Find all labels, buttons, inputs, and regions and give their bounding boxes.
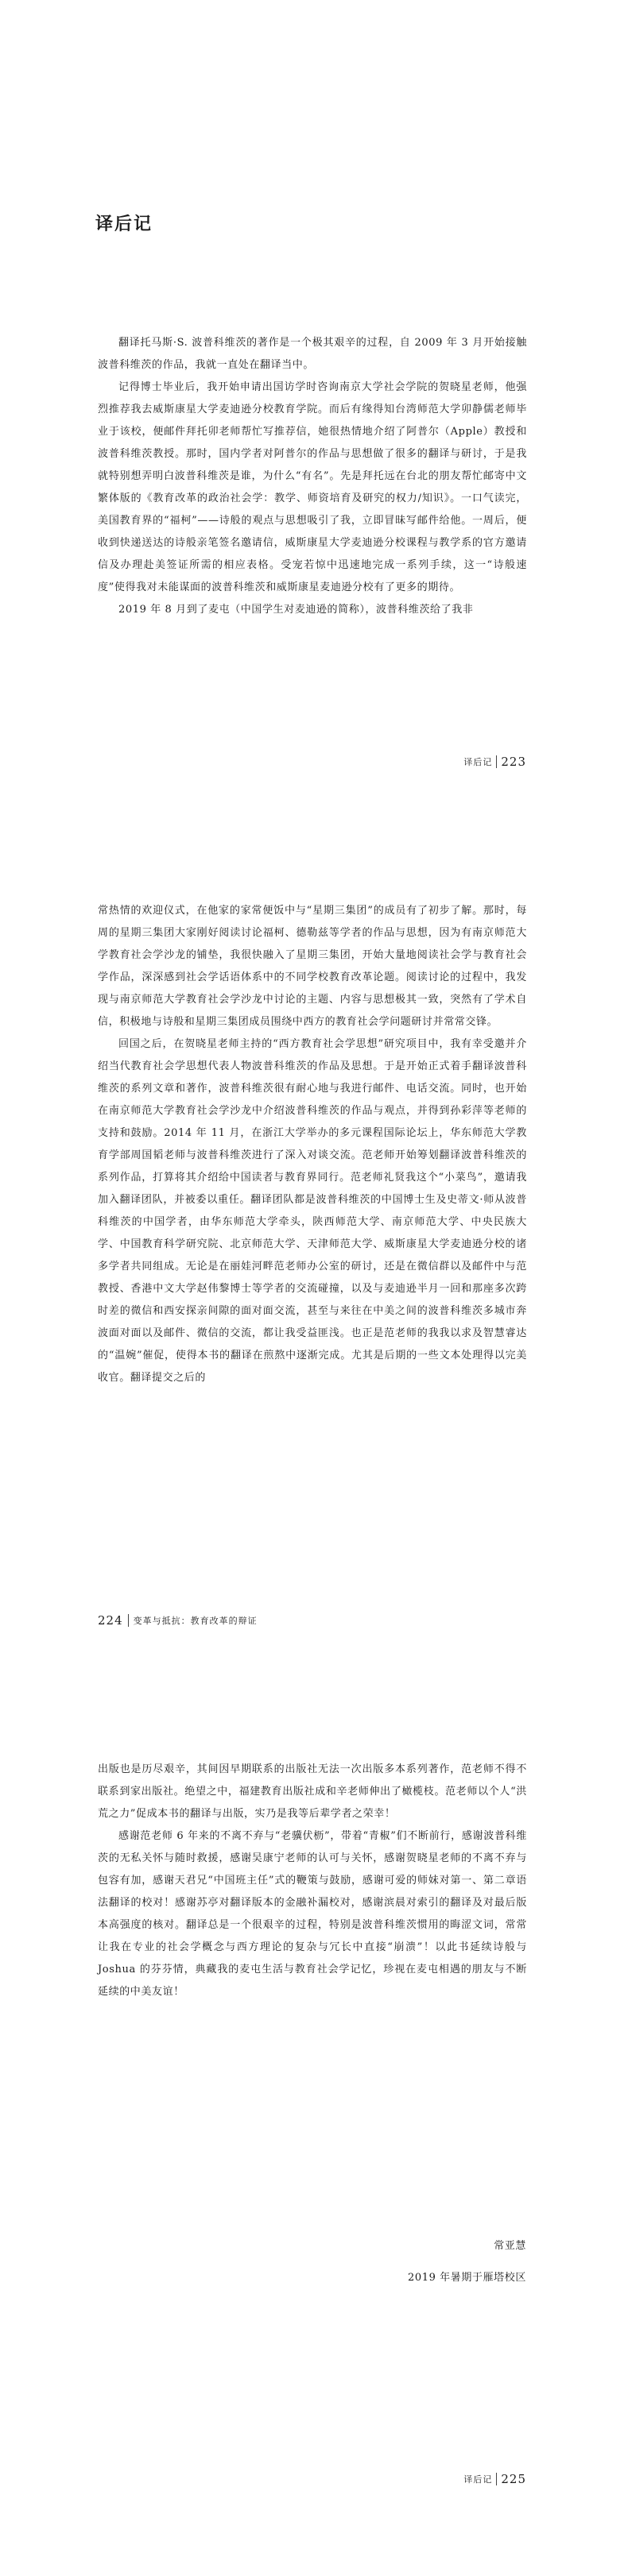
- paragraph: 2019 年 8 月到了麦屯（中国学生对麦迪逊的简称），波普科维茨给了我非: [118, 604, 474, 616]
- page-224: [0, 859, 628, 1717]
- page-number: 225: [501, 2472, 526, 2486]
- footer-divider: [496, 2473, 497, 2485]
- page-number: 224: [98, 1613, 123, 1628]
- running-head: 译后记: [463, 757, 493, 767]
- paragraph: 记得博士毕业后，我开始申请出国访学时咨询南京大学社会学院的贺晓星老师，他强烈推荐我去威斯康星大学麦迪逊分校教育学院。而后有缘得知台湾师范大学卯静儒老师毕业于该校，便邮件拜托卯老师帮忙写推荐信，她很热情地介绍了阿普尔（Apple）教授和波普科维茨教授。那时，国内学者对阿普尔的作品与思想做了很多的翻译与研讨，于是我就特别想弄明白波普科维茨是谁，为什么“有名”。先是拜托远在台北的朋友帮忙邮寄中文繁体版的《教育改革的政治社会学：教学、师资培育及研究的权力/知识》。一口气读完，美国教育界的“福柯”——诗般的观点与思想吸引了我，立即冒昧写邮件给他。一周后，便收到快递送达的诗般亲笔签名邀请信，威斯康星大学麦迪逊分校课程与教学系的官方邀请信及办理赴美签证所需的相应表格。受宠若惊中迅速地完成一系列手续，这一“诗般速度”使得我对未能谋面的波普科维茨和威斯康星麦迪逊分校有了更多的期待。: [98, 381, 527, 593]
- running-head: 变革与抵抗：教育改革的辩证: [133, 1616, 258, 1626]
- page-footer: [463, 2472, 526, 2486]
- signature-name: 常亚慧: [494, 2240, 526, 2252]
- page-footer: [463, 755, 526, 769]
- paragraph: 出版也是历尽艰辛，其间因早期联系的出版社无法一次出版多本系列著作，范老师不得不联系到家出版社。绝望之中，福建教育出版社成和辛老师伸出了橄榄枝。范老师以个人“洪荒之力”促成本书的翻译与出版，实乃是我等后辈学者之荣幸！: [98, 1763, 527, 1820]
- footer-divider: [496, 755, 497, 768]
- signature-date: 2019 年暑期于雁塔校区: [407, 2272, 526, 2284]
- body-text: [98, 1759, 527, 2003]
- running-head: 译后记: [463, 2474, 493, 2485]
- paragraph: 回国之后，在贺晓星老师主持的“西方教育社会学思想”研究项目中，我有幸受邀并介绍当代教育社会学思想代表人物波普科维茨的作品及思想。于是开始正式着手翻译波普科维茨的系列文章和著作，波普科维茨很有耐心地与我进行邮件、电话交流。同时，也开始在南京师范大学教育社会学沙龙中介绍波普科维茨的作品与观点，并得到孙彩萍等老师的支持和鼓励。2014 年 11 月，在浙江大学举办的多元课程国际论坛上，华东师范大学教育学部周国韬老师与波普科维茨进行了深入对谈交流。范老师开始筹划翻译波普科维茨的系列作品，打算将其介绍给中国读者与教育界同行。范老师礼贤我这个“小菜鸟”，邀请我加入翻译团队，并被委以重任。翻译团队都是波普科维茨的中国博士生及史蒂文·师从波普科维茨的中国学者，由华东师范大学牵头，陕西师范大学、南京师范大学、中央民族大学、中国教育科学研究院、北京师范大学、天津师范大学、威斯康星大学麦迪逊分校的诸多学者共同组成。无论是在丽娃河畔范老师办公室的研讨，还是在微信群以及邮件中与范教授、香港中文大学赵伟黎博士等学者的交流碰撞，以及与麦迪逊半月一回和那座多次跨时差的微信和西安探亲间隙的面对面交流，甚至与来往在中美之间的波普科维茨多城市奔波面对面以及邮件、微信的交流，都让我受益匪浅。也正是范老师的我我以求及智慧睿达的“温婉”催促，使得本书的翻译在煎熬中逐渐完成。尤其是后期的一些文本处理得以完美收官。翻译提交之后的: [98, 1038, 527, 1384]
- paragraph: 感谢范老师 6 年来的不离不弃与“老骥伏枥”，带着“青椒”们不断前行，感谢波普科维茨的无私关怀与随时救援，感谢吴康宁老师的认可与关怀，感谢贺晓星老师的不离不弃与包容有加，感谢天君兄“中国班主任”式的鞭策与鼓励，感谢可爱的师妹对第一、第二章语法翻译的校对！感谢苏亭对翻译版本的金融补漏校对，感谢滨晨对索引的翻译及对最后版本高强度的核对。翻译总是一个很艰辛的过程，特别是波普科维茨惯用的晦涩文词，常常让我在专业的社会学概念与西方理论的复杂与冗长中直接“崩溃”！以此书延续诗般与 Joshua 的芬芬情，典藏我的麦屯生活与教育社会学记忆，珍视在麦屯相遇的朋友与不断延续的中美友谊！: [98, 1830, 527, 1998]
- body-text: [98, 900, 527, 1389]
- paragraph: 翻译托马斯·S. 波普科维茨的著作是一个极其艰辛的过程，自 2009 年 3 月开始接触波普科维茨的作品，我就一直处在翻译当中。: [98, 337, 527, 371]
- page-225: [0, 1717, 628, 2576]
- page-223: [0, 0, 628, 859]
- page-footer: [98, 1613, 258, 1628]
- chapter-title: 译后记: [95, 214, 153, 234]
- footer-divider: [128, 1614, 129, 1627]
- body-text: [98, 332, 527, 621]
- page-number: 223: [501, 755, 526, 769]
- paragraph: 常热情的欢迎仪式，在他家的家常便饭中与“星期三集团”的成员有了初步了解。那时，每周的星期三集团大家刚好阅读讨论福柯、德勒兹等学者的作品与思想，因为有南京师范大学教育社会学沙龙的铺垫，我很快融入了星期三集团，开始大量地阅读社会学与教育社会学作品，深深感到社会学话语体系中的不同学校教育改革论题。阅读讨论的过程中，我发现与南京师范大学教育社会学沙龙中讨论的主题、内容与思想极其一致，突然有了学术自信，积极地与诗般和星期三集团成员围绕中西方的教育社会学问题研讨并常常交锋。: [98, 905, 527, 1028]
